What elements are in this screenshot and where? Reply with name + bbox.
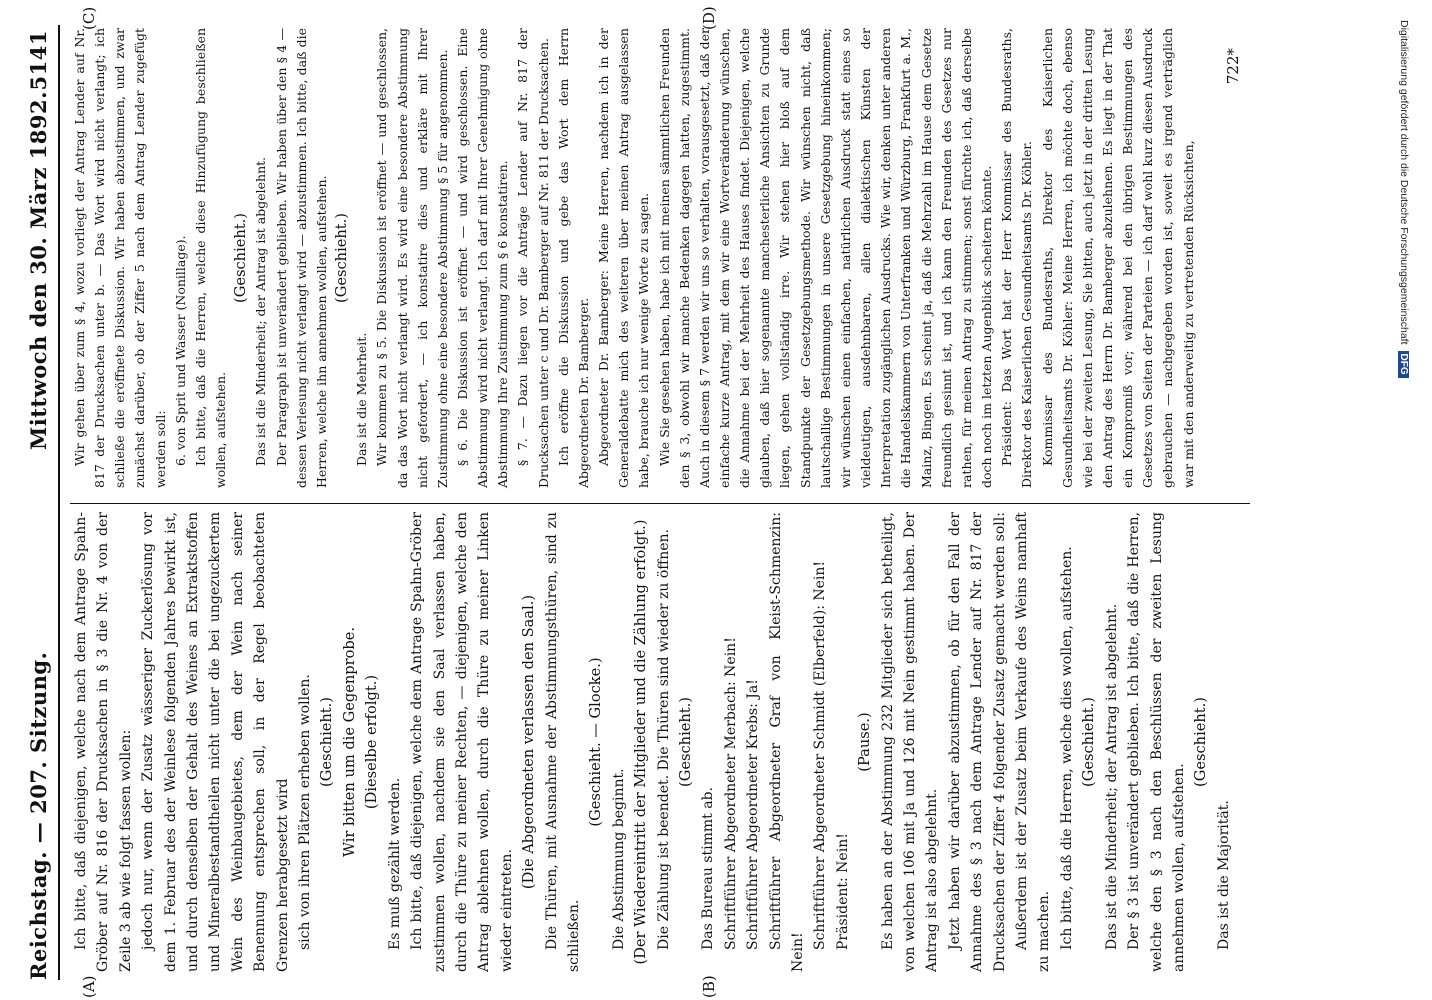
paragraph: Der § 3 ist unverändert geblieben. Ich bitte, daß die Herren, welche den § 3 nach den Beschlüssen der zweiten Lesung annehmen wollen, aufstehen. [1126, 512, 1187, 972]
stage-direction: Wir bitten um die Gegenprobe. [340, 627, 358, 857]
paragraph: Das ist die Minderheit; der Antrag ist abgelehnt. [1103, 603, 1120, 950]
paragraph: Wie Sie gesehen haben, habe ich mit meinen sämmtlichen Freunden den § 3, obwohl wir manche Bedenken dagegen hatten, zugestimmt. Auch in diesem § 7 werden wir uns so verhalten, vorausgesetzt, daß der einfache kurze Antrag, mit dem wir eine Wortveränderung wünschen, die Annahme bei der Mehrheit des Hauses findet. Diejenigen, welche glauben, daß hier sogenannte manchesterliche Ansichten zu Grunde liegen, gehen vollständig irre. Wir stehen hier bloß auf dem Standpunkte der Gesetzgebungsmethode. Wir wünschen nicht, daß lautschallige Bestimmungen in unsere Gesetzgebung hineinkommen; wir wünschen einen einfachen, natürlichen Ausdruck statt eines so vieldeutigen, ausdehnbaren, allen dialektischen Künsten der Interpretation zugänglichen Ausdrucks. Wie wir, denken unter anderen die Handelskammern von Unterfranken und Würzburg, Frankfurt a. M., Mainz, Bingen. Es scheint ja, daß die Mehrzahl im Hause dem Gesetze freundlich gesinnt ist, und ich kann den Freunden des Gesetzes nur rathen, für meinen Antrag zu stimmen; sonst fürchte ich, daß derselbe doch noch im letzten Augenblick scheitern könnte. [656, 28, 995, 488]
funding-text: Digitalisierung gefördert durch die Deutsche Forschungsgemeinschaft [1398, 20, 1410, 345]
paragraph: Schriftführer Abgeordneter Graf von Kleist-Schmenzin: Nein! [767, 512, 806, 972]
column-divider [70, 503, 1250, 504]
paragraph: Ich bitte, daß diejenigen, welche nach dem Antrage Spahn-Gröber auf Nr. 816 der Drucksachen in § 3 die Nr. 4 von der Zeile 3 ab wie folgt fassen wollen: [73, 512, 134, 972]
paragraph: Ich bitte, daß die Herren, welche dies wollen, aufstehen. [1058, 546, 1075, 950]
paragraph: Jetzt haben wir darüber abzustimmen, ob für den Fall der Annahme des § 3 nach dem Antrage Lender auf Nr. 817 der Drucksachen der Ziffer 4 folgender Zusatz gemacht werden soll: [946, 512, 1008, 972]
paragraph: Schriftführer Abgeordneter Merbach: Nein! [722, 637, 739, 950]
right-column [70, 28, 1199, 488]
margin-marker-d: (D) [700, 6, 718, 30]
paragraph: sich von ihren Plätzen erheben wollen. [297, 674, 314, 950]
paragraph: jedoch nur, wenn der Zusatz wässeriger Zuckerlösung vor dem 1. Februar des der Weinlese folgenden Jahres bewirkt ist, und durch denselben der Gehalt des Weines an Extraktstoffen und Mineralbestandtheilen nicht unter die bei ungezuckertem Wein des Weinbaugebietes, dem der Wein nach seiner Benennung entsprechen soll, in der Regel beobachteten Grenzen herabgesetzt wird [140, 512, 291, 972]
paragraph: Das Bureau stimmt ab. [700, 787, 717, 950]
stage-direction: (Geschieht.) [318, 697, 336, 787]
paragraph: Präsident: Nein! [834, 833, 851, 950]
paragraph: Die Abstimmung beginnt. [610, 768, 627, 950]
funding-note [1392, 20, 1410, 980]
paragraph: Das ist die Majorität. [1215, 800, 1232, 950]
stage-direction: (Der Wiedereintritt der Mitglieder und die Zählung erfolgt.) [632, 519, 650, 965]
paragraph: Abgeordneter Dr. Bamberger: Meine Herren, nachdem ich in der Generaldebatte mich des weiteren über meinen Antrag ausgelassen habe, brauche ich nur wenige Worte zu sagen. [596, 28, 652, 488]
paragraph: Außerdem ist der Zusatz beim Verkaufe des Weins namhaft zu machen. [1014, 512, 1053, 972]
margin-marker-c: (C) [80, 6, 98, 30]
dfg-logo: DFG [1398, 351, 1409, 378]
left-column [70, 512, 1235, 972]
paragraph: Wir gehen über zum § 4, wozu vorliegt der Antrag Lender auf Nr. 817 der Drucksachen unter b. — Das Wort wird nicht verlangt; ich schließe die eröffnete Diskussion. Wir haben abzustimmen, und zwar zunächst darüber, ob der Ziffer 5 nach dem Antrag Lender zugefügt werden soll: [72, 28, 168, 488]
paragraph: Kommissar des Bundesraths, Direktor des Kaiserlichen Gesundheitsamts Dr. Köhler: Meine Herren, ich möchte doch, ebenso wie bei der zweiten Lesung, Sie bitten, auch jetzt in der dritten Lesung den Antrag des Herrn Dr. Bamberger abzulehnen. Es liegt in der That ein Kompromiß vor; während bei den übrigen Bestimmungen des Gesetzes von Seiten der Parteien — ich darf wohl kurz diesen Ausdruck gebrauchen — nachgegeben worden ist, soweit es irgend verträglich war mit den anderweitig zu vertretenden Rücksichten, [1039, 28, 1196, 488]
stage-direction: (Geschieht. — Glocke.) [587, 657, 605, 827]
margin-marker-b: (B) [700, 975, 718, 998]
stage-direction: (Geschieht.) [232, 213, 250, 303]
header-session: Reichstag. — 207. Sitzung. [26, 651, 51, 980]
paragraph: 6. von Sprit und Wasser (Nonillage). [172, 235, 188, 466]
paragraph: Ich bitte, daß diejenigen, welche dem Antrage Spahn-Gröber zustimmen wollen, nachdem sie den Saal verlassen haben, durch die Thüre zu meiner Rechten, — diejenigen, welche den Antrag ablehnen wollen, durch die Thüre zu meiner Linken wieder eintreten. [409, 512, 515, 972]
margin-marker-a: (A) [80, 975, 98, 998]
stage-direction: (Die Abgeordneten verlassen den Saal.) [520, 594, 538, 890]
paragraph: Wir kommen zu § 5. Die Diskussion ist eröffnet — und geschlossen, da das Wort nicht verlangt wird. Es wird eine besondere Abstimmung nicht gefordert, — ich konstatire dies und erkläre mit Ihrer Zustimmung ohne eine besondere Abstimmung § 5 für angenommen. [374, 28, 450, 488]
paragraph: Schriftführer Abgeordneter Krebs: Ja! [745, 679, 762, 950]
stage-direction: (Geschieht.) [676, 697, 694, 787]
paragraph: Die Zählung ist beendet. Die Thüren sind wieder zu öffnen. [655, 529, 672, 950]
paragraph: Die Thüren, mit Ausnahme der Abstimmungsthüren, sind zu schließen. [543, 512, 582, 972]
header-rule [58, 25, 60, 980]
paragraph: § 7. — Dazu liegen vor die Anträge Lender auf Nr. 817 der Drucksachen unter c und Dr. Bamberger auf Nr. 811 der Drucksachen. [515, 28, 551, 488]
paragraph: Es muß gezählt werden. [386, 777, 403, 950]
paragraph: Der Paragraph ist unverändert geblieben. Wir haben über den § 4 — dessen Verlesung nicht verlangt wird — abzustimmen. Ich bitte, daß die Herren, welche ihn annehmen wollen, aufstehen. [273, 28, 329, 488]
page-signature: 722* [1224, 48, 1242, 85]
paragraph: Es haben an der Abstimmung 232 Mitglieder sich betheiligt, von welchen 106 mit Ja und 126 mit Nein gestimmt haben. Der Antrag ist also abgelehnt. [879, 512, 941, 972]
paragraph: § 6. Die Diskussion ist eröffnet — und wird geschlossen. Eine Abstimmung wird nicht verlangt. Ich darf mit Ihrer Genehmigung ohne Abstimmung Ihre Zustimmung zum § 6 konstatiren. [454, 28, 511, 488]
stage-direction: (Dieselbe erfolgt.) [363, 674, 381, 810]
paragraph: Das ist die Mehrheit. [354, 332, 370, 466]
paragraph: Ich eröffne die Diskussion und gebe das Wort dem Herrn Abgeordneten Dr. Bamberger. [555, 28, 591, 488]
stage-direction: (Geschieht.) [1080, 697, 1098, 787]
stage-direction: (Pause.) [856, 712, 874, 772]
header-date: Mittwoch den 30. März 1892. [26, 91, 51, 450]
paragraph: Präsident: Das Wort hat der Herr Kommissar des Bundesraths, Direktor des Kaiserlichen Gesundheitsamts Dr. Köhler. [999, 28, 1035, 488]
running-header [18, 30, 62, 980]
paragraph: Schriftführer Abgeordneter Schmidt (Elberfeld): Nein! [812, 560, 829, 950]
stage-direction: (Geschieht.) [333, 213, 351, 303]
paragraph: Ich bitte, daß die Herren, welche diese Hinzufügung beschließen wollen, aufstehen. [192, 28, 229, 488]
page-number: 5141 [26, 30, 51, 91]
stage-direction: (Geschieht.) [1192, 697, 1210, 787]
paragraph: Das ist die Minderheit; der Antrag ist abgelehnt. [253, 156, 269, 466]
